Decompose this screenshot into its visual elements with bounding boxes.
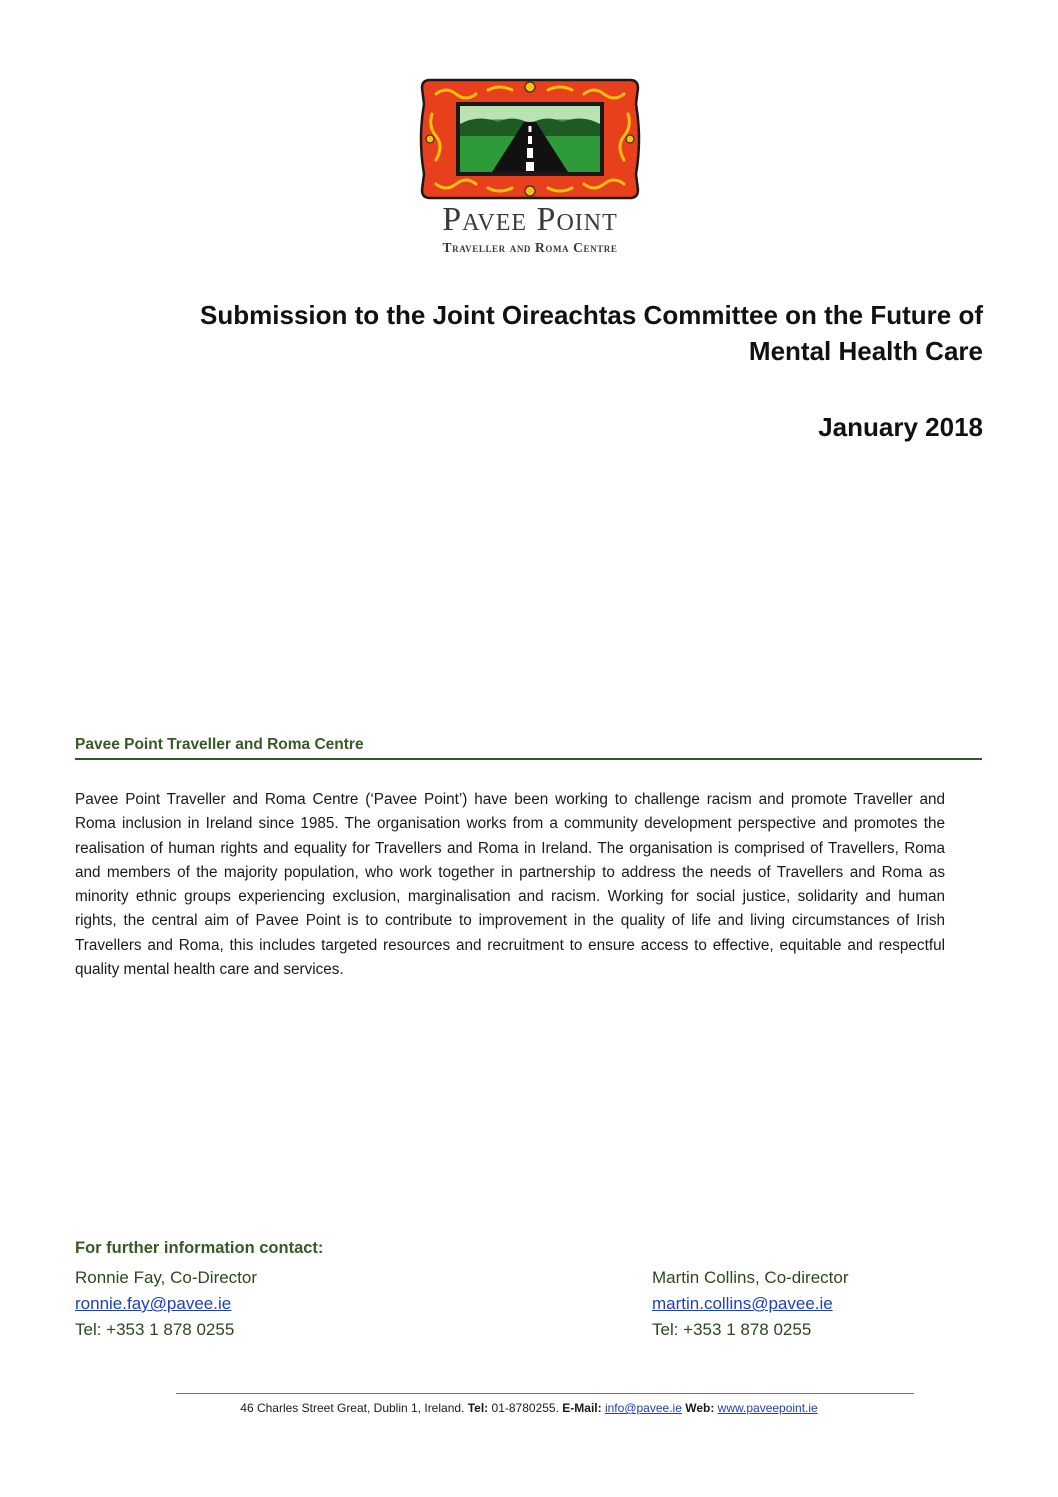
- contact-card-2: [652, 1265, 849, 1343]
- contact-card-1: [75, 1265, 257, 1343]
- footer-divider: [176, 1393, 914, 1394]
- logo-name: Pavee Point: [442, 201, 618, 238]
- logo-subtitle: Traveller and Roma Centre: [442, 240, 618, 255]
- contact-phone: Tel: +353 1 878 0255: [75, 1320, 235, 1339]
- contact-heading: For further information contact:: [75, 1239, 324, 1257]
- logo-wordmark: [418, 202, 642, 256]
- title-line-2: Mental Health Care: [748, 336, 983, 366]
- footer: [0, 1401, 1058, 1415]
- section-heading: Pavee Point Traveller and Roma Centre: [75, 736, 982, 760]
- document-title: [100, 297, 983, 369]
- contact-email-link[interactable]: ronnie.fay@pavee.ie: [75, 1294, 232, 1313]
- footer-email-link[interactable]: info@pavee.ie: [604, 1401, 682, 1415]
- contact-name: Martin Collins, Co-director: [652, 1268, 849, 1287]
- contact-name: Ronnie Fay, Co-Director: [75, 1268, 258, 1287]
- footer-email-label: E-Mail:: [562, 1401, 602, 1415]
- contact-phone: Tel: +353 1 878 0255: [652, 1320, 812, 1339]
- section-body-paragraph: Pavee Point Traveller and Roma Centre (‘Pavee Point’) have been working to challenge racism and promote Traveller and Roma inclusion in Ireland since 1985. The organisation works from a community development perspective and promotes the realisation of human rights and equality for Travellers and Roma in Ireland. The organisation is comprised of Travellers, Roma and members of the majority population, who work together in partnership to address the needs of Travellers and Roma as minority ethnic groups experiencing exclusion, marginalisation and racism. Working for social justice, solidarity and human rights, the central aim of Pavee Point is to contribute to improvement in the quality of life and living circumstances of Irish Travellers and Roma, this includes targeted resources and recruitment to ensure access to effective, equitable and respectful quality mental health care and services.: [75, 791, 945, 979]
- footer-tel-label: Tel:: [467, 1401, 489, 1415]
- footer-web-link[interactable]: www.paveepoint.ie: [717, 1401, 818, 1415]
- footer-tel: 01-8780255.: [491, 1401, 559, 1415]
- title-line-1: Submission to the Joint Oireachtas Committee on the Future of: [200, 300, 983, 330]
- footer-web-label: Web:: [685, 1401, 715, 1415]
- footer-address: 46 Charles Street Great, Dublin 1, Ireland.: [240, 1401, 465, 1415]
- contact-email-link[interactable]: martin.collins@pavee.ie: [652, 1294, 833, 1313]
- document-date: January 2018: [818, 412, 983, 442]
- pavee-point-logo-emblem: [418, 74, 642, 204]
